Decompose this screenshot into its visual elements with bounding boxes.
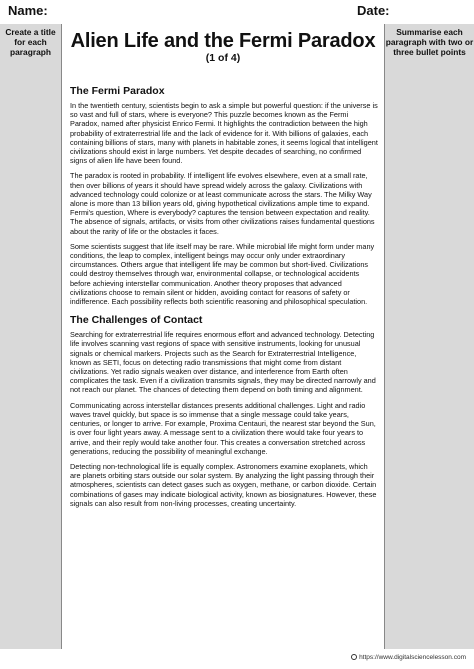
paragraph: In the twentieth century, scientists begin to ask a simple but powerful question: if the universe is so vast and full of stars, where is everyone? This puzzle becomes known as the Fermi Paradox, named after physicist Enrico Fermi. It highlights the contradiction between the high probability of extraterrestrial life and the lack of evidence for it. With billions of galaxies, each containing billions of stars, many with planets in habitable zones, it seems logical that intelligent civilizations should exist in large numbers. Yet despite decades of searching, no confirmed signs of alien life have been found. (70, 101, 378, 166)
right-hint-cell (384, 24, 474, 77)
footer-link-text: https://www.digitalsciencelesson.com (359, 654, 466, 661)
title-cell (62, 24, 384, 77)
left-hint-cell (0, 24, 62, 77)
date-label: Date: (357, 3, 390, 18)
paragraph: Some scientists suggest that life itself may be rare. While microbial life might form under many conditions, the leap to complex, intelligent beings may occur only under extraordinary circumstances. Others argue that intelligent life may be common but short-lived. Civilizations could destroy themselves through war, environmental collapse, or technological accidents before achieving interstellar communication. Another theory proposes that advanced civilizations choose to remain silent or hidden, avoiding contact for reasons of safety or indifference. Each possibility reflects both scientific reasoning and philosophical speculation. (70, 241, 375, 307)
paragraph: Detecting non-technological life is equally complex. Astronomers examine exoplanets, which are planets orbiting stars outside our solar system. By analyzing the light passing through their atmospheres, scientists can detect gases such as oxygen, methane, or carbon dioxide. Certain combinations of gases may indicate biological activity, known as biosignatures. However, these signals can also result from non-living processes, creating uncertainty. (70, 461, 377, 508)
paragraph: The paradox is rooted in probability. If intelligent life evolves elsewhere, even at a small rate, then over billions of years it should have spread widely across the galaxy. Civilizations with advanced technology could colonize or at least communicate across the stars. The Milky Way alone is more than 13 billion years old, giving hypothetical civilizations ample time to expand. Fermi's question, Where is everybody? captures the tension between expectation and reality. The absence of signals, artifacts, or visits from other civilizations raises fundamental questions about the rarity of life or the obstacles it faces. (70, 171, 375, 236)
footer-link[interactable] (351, 654, 466, 661)
top-bar (0, 0, 474, 24)
page-subtitle: (1 of 4) (205, 52, 241, 64)
right-notes-column[interactable] (384, 77, 474, 649)
globe-icon (351, 654, 357, 660)
section-heading: The Challenges of Contact (70, 314, 203, 327)
right-hint: Summarise each paragraph with two or three bullet points (385, 27, 474, 57)
footer (0, 649, 474, 669)
section-heading: The Fermi Paradox (70, 85, 165, 97)
page-title: Alien Life and the Fermi Paradox (70, 30, 376, 52)
paragraph: Communicating across interstellar distances presents additional challenges. Light and radio waves travel quickly, but space is so immense that a single message could take years, centuries, or longer to arrive. For example, Proxima Centauri, the nearest star beyond the Sun, is over four light years away. A message sent to a civilization there would take four years to arrive, and their reply would take another four. This creates a conversation stretched across generations, reducing the possibility of meaningful exchange. (70, 400, 376, 456)
name-label: Name: (8, 3, 48, 18)
left-hint: Create a title for each paragraph (5, 27, 56, 57)
left-notes-column[interactable] (0, 77, 62, 649)
paragraph: Searching for extraterrestrial life requires enormous effort and advanced technology. Detecting life involves scanning vast regions of space with sensitive instruments, looking for unusual signals or chemical markers. Projects such as the Search for Extraterrestrial Intelligence, known as SETI, focus on detecting radio transmissions that might come from distant civilizations. Yet radio signals weaken over distance, and interference from Earth often complicates the task. Even if a civilization transmits signals, they may be directed narrowly and not reach our planet. The chances of detecting them depend on both timing and alignment. (70, 330, 376, 395)
article-content (62, 77, 384, 649)
header-row (0, 24, 474, 77)
